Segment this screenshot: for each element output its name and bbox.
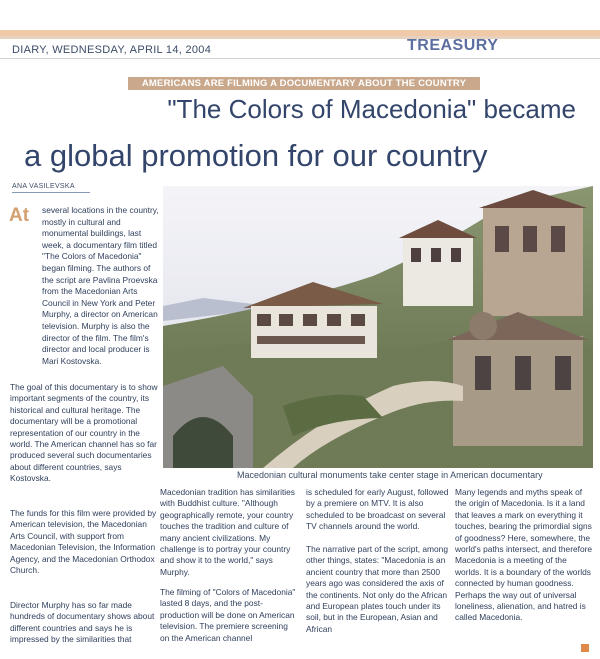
column-1-paragraph-3: Director Murphy has so far made hundreds of documentary shows about different countries and says he is impressed by the similarities that — [10, 600, 155, 645]
page-corner-marker — [581, 644, 589, 652]
column-1-section-2 — [10, 508, 158, 584]
headline-line-2: a global promotion for our country — [24, 138, 488, 173]
column-2-paragraph-1: Macedonian tradition has similarities with Buddhist culture. "Although geographically remote, your country touches the tradition and culture of many ancient civilizations. My challenge is to portray your country and show it to the world," says Murphy. — [160, 487, 295, 577]
monastery-photo — [163, 186, 593, 468]
byline-rule — [12, 192, 90, 193]
column-1 — [10, 382, 158, 493]
column-4 — [455, 487, 595, 632]
column-2 — [160, 487, 297, 586]
column-1-paragraph-1: The goal of this documentary is to show important segments of the country, its historical and cultural heritage. The documentary will be a promotional representation of our country in the world. The American channel has so far produced several such documentaries about different countries, says Kostovska. — [10, 382, 158, 484]
column-2-paragraph-2: The filming of "Colors of Macedonia" lasted 8 days, and the post-production will be done on American television. The premiere screening on the American channel — [160, 587, 296, 643]
headline-line-1: "The Colors of Macedonia" became — [167, 94, 576, 124]
column-1-section-3 — [10, 600, 158, 654]
section-title: TREASURY — [407, 37, 499, 54]
column-3-paragraph-1: is scheduled for early August, followed by a premiere on MTV. It is also scheduled to be broadcast on several TV channels around the world. — [306, 487, 449, 532]
column-3 — [306, 487, 449, 541]
byline: ANA VASILEVSKA — [12, 183, 75, 190]
column-1-paragraph-2: The funds for this film were provided by American television, the Macedonian Arts Council, with support from Macedonian Television, the Information Agency, and the Macedonian Orthodox Church. — [10, 508, 157, 576]
dateline: DIARY, WEDNESDAY, APRIL 14, 2004 — [12, 44, 212, 56]
lead-paragraph — [12, 205, 160, 367]
column-2-section-2 — [160, 587, 297, 652]
kicker: AMERICANS ARE FILMING A DOCUMENTARY ABOUT THE COUNTRY — [128, 77, 480, 90]
header-accent-stripe — [0, 36, 600, 39]
column-3-section-2 — [306, 544, 449, 643]
column-4-paragraph-1: Many legends and myths speak of the origin of Macedonia. Is it a land that leaves a mark on everything it touches, bearing the primordial signs of goodness? Here, somewhere, the world's paths intersect, and therefore Macedonia is a meeting of the worlds. It is a boundary of the worlds connected by human goodness. Perhaps the way out of universal loneliness, alienation, and hatred is called Macedonia. — [455, 487, 593, 623]
header-divider — [0, 58, 600, 59]
dropcap: At — [9, 205, 30, 226]
lead-text: several locations in the country, mostly in cultural and monumental buildings, last week, a documentary film titled "The Colors of Macedonia" began filming. The authors of the script are Pavlina Proevska from the Macedonian Arts Council in New York and Peter Murphy, a director on American television. Murphy is also the director of the film. The film's director and local producer is Mari Kostovska. — [42, 205, 159, 366]
photo-caption: Macedonian cultural monuments take center stage in American documentary — [237, 470, 543, 480]
column-3-paragraph-2: The narrative part of the script, among other things, states: "Macedonia is an ancient country that more than 2500 years ago was considered the axis of the continents. Not only do the African and European plates touch under its soil, but in the European, Asian and African — [306, 544, 448, 634]
